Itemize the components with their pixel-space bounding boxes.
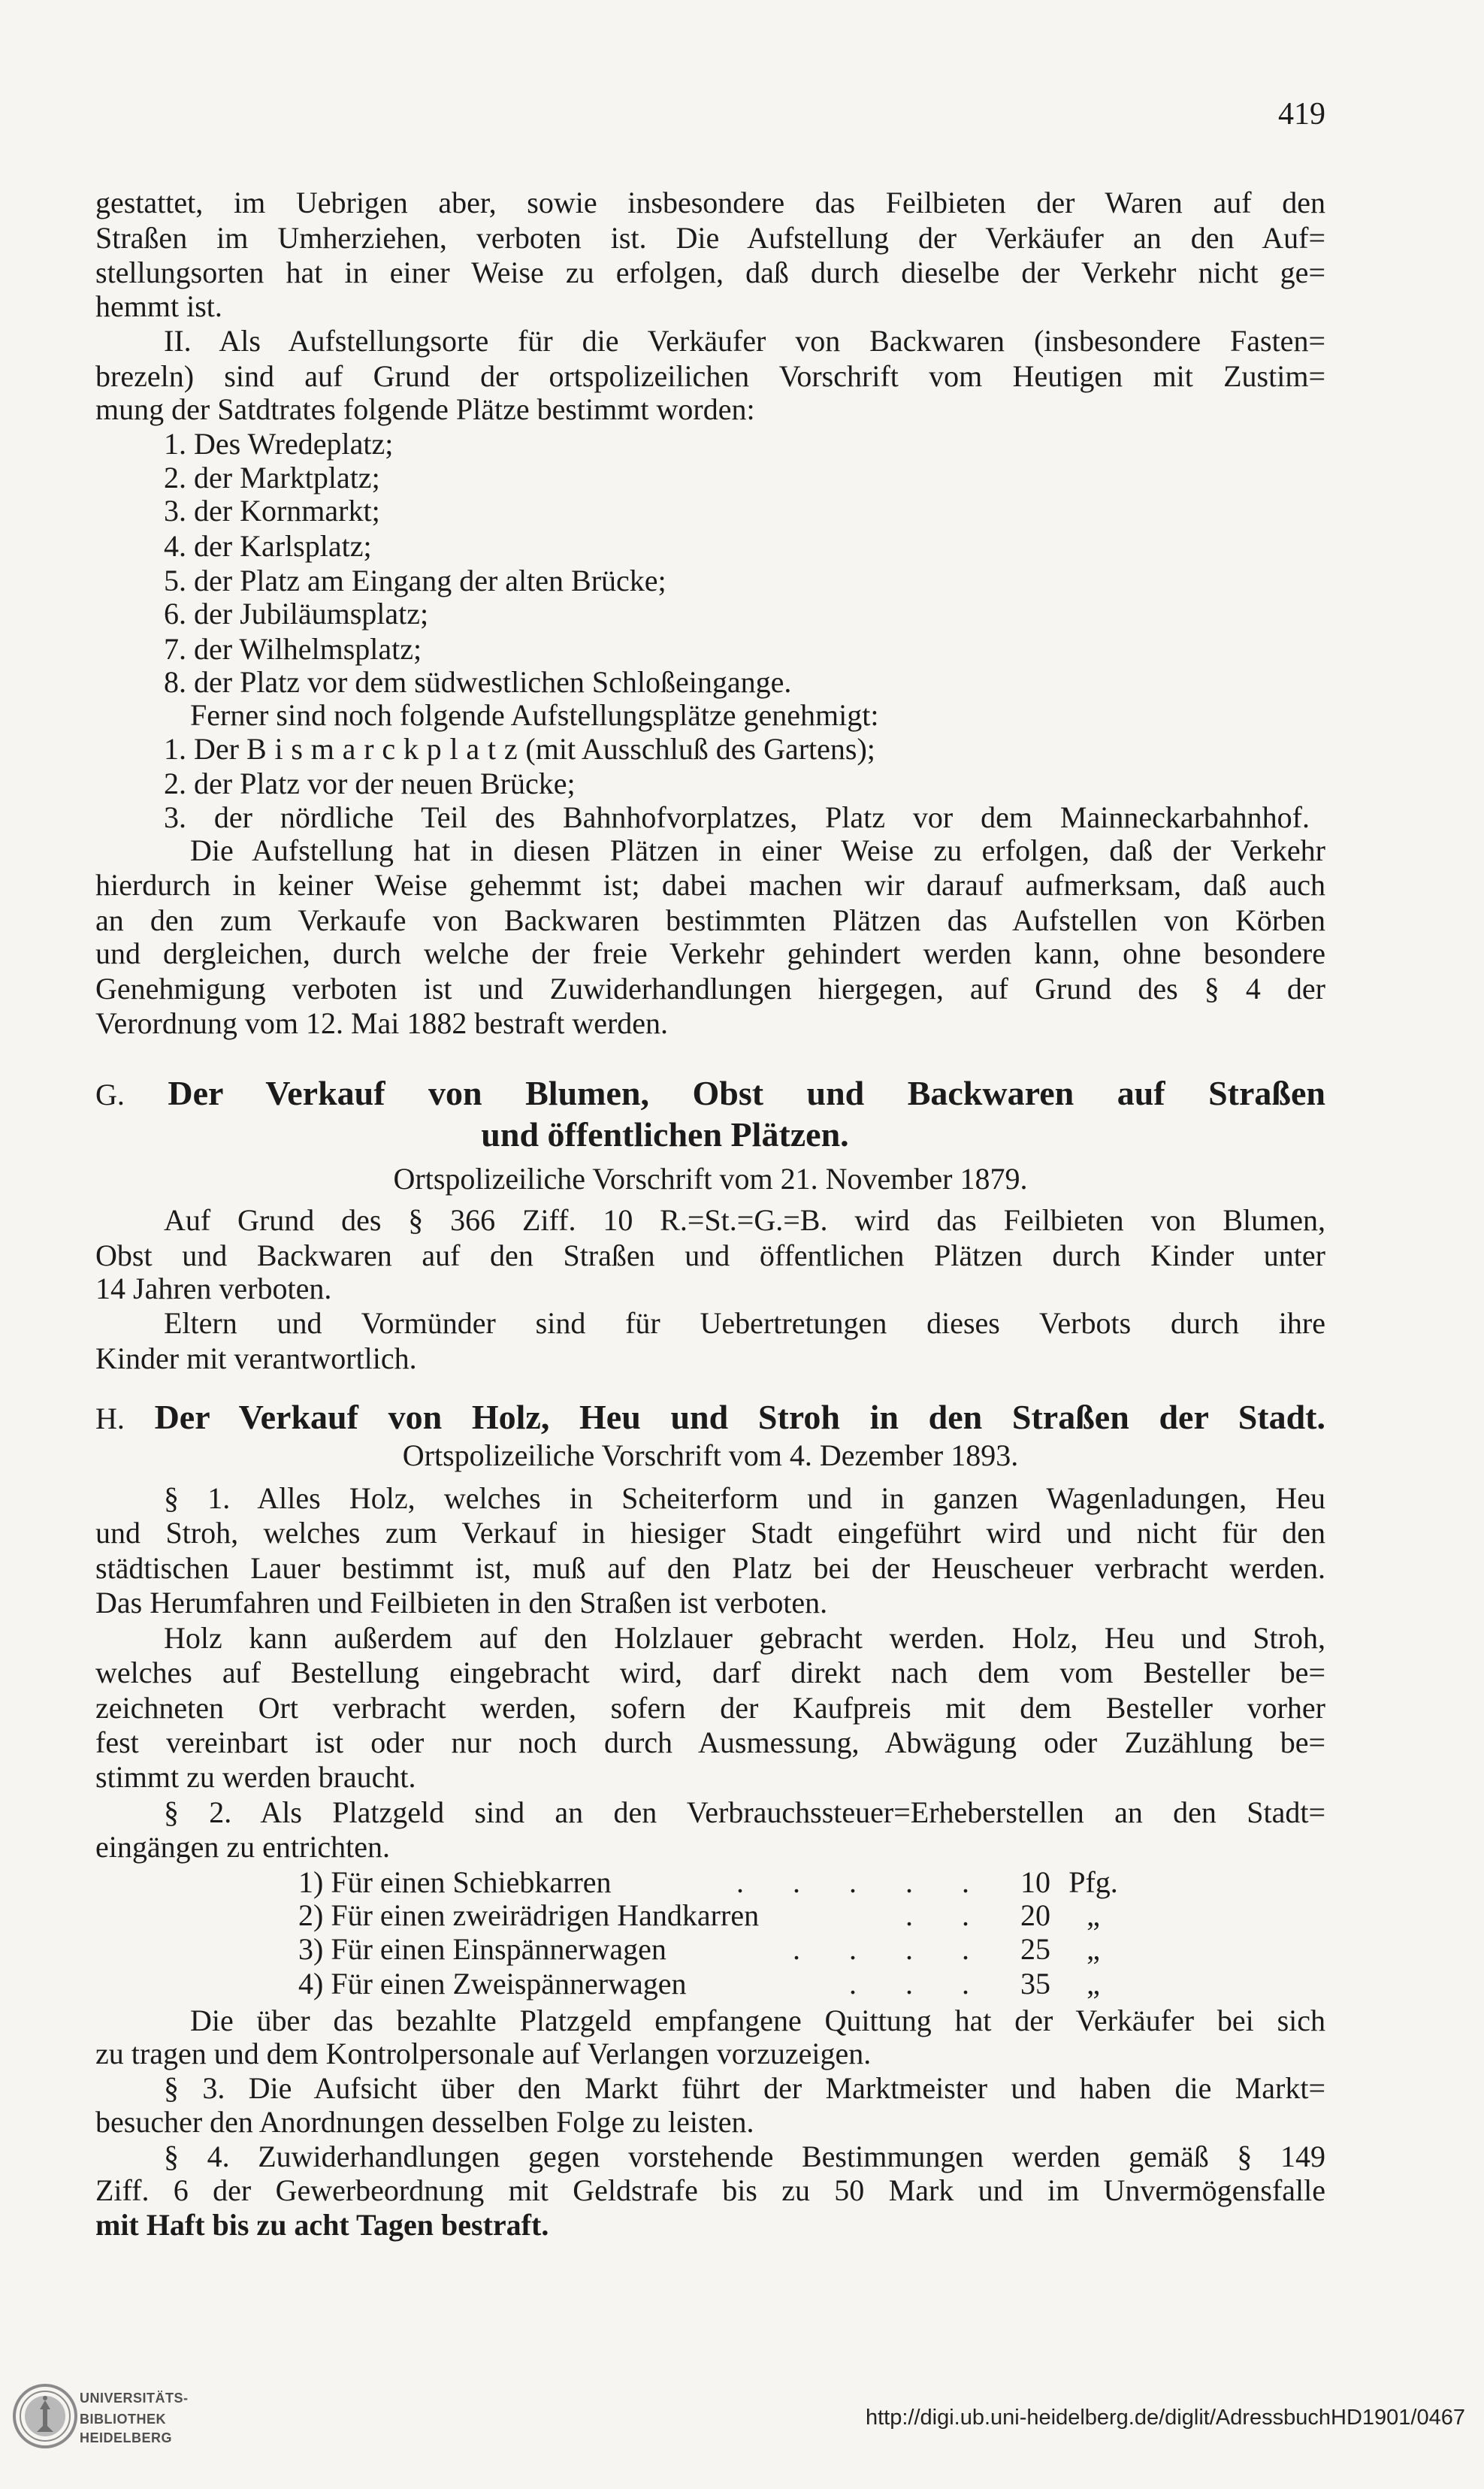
text-line: und Stroh, welches zum Verkauf in hiesiger Stadt eingeführt wird und nicht für den (95, 1516, 1325, 1550)
text-line: Auf Grund des § 366 Ziff. 10 R.=St.=G.=B. wird das Feilbieten von Blumen, (164, 1203, 1325, 1237)
text-line: mung der Satdtrates folgende Plätze bestimmt worden: (95, 392, 755, 426)
fee-label: 3) Für einen Einspännerwagen (298, 1932, 666, 1966)
spaced-place-name: Bismarckplatz (246, 732, 526, 766)
fee-amount: 35 (1020, 1967, 1050, 2001)
list-item: 4. der Karlsplatz; (164, 529, 372, 563)
section-title: Der Verkauf von Blumen, Obst und Backwaren auf Straßen (168, 1074, 1325, 1112)
text-line: gestattet, im Uebrigen aber, sowie insbesondere das Feilbieten der Waren auf den (95, 186, 1325, 219)
section-letter: H. (95, 1402, 125, 1435)
ordinance-line: Ortspolizeiliche Vorschrift vom 21. November 1879. (393, 1162, 1028, 1196)
source-url: http://digi.ub.uni-heidelberg.de/diglit/AdressbuchHD1901/0467 (865, 2406, 1465, 2430)
text-line: zu tragen und dem Kontrolpersonale auf Verlangen vorzuzeigen. (95, 2037, 872, 2070)
list-number: 1. (164, 732, 186, 766)
text-line: § 3. Die Aufsicht über den Markt führt der Marktmeister und haben die Markt= (164, 2071, 1325, 2105)
list-item: 8. der Platz vor dem südwestlichen Schloßeingange. (164, 665, 792, 699)
section-title: Der Verkauf von Holz, Heu und Stroh in den Straßen der Stadt. (154, 1398, 1325, 1436)
text-line: welches auf Bestellung eingebracht wird, darf direkt nach dem vom Besteller be= (95, 1656, 1325, 1689)
text-line: § 1. Alles Holz, welches in Scheiterform und in ganzen Wagenladungen, Heu (164, 1481, 1325, 1515)
text-line: II. Als Aufstellungsorte für die Verkäufer von Backwaren (insbesondere Fasten= (164, 324, 1325, 358)
section-title-continued: und öffentlichen Plätzen. (481, 1115, 849, 1154)
text-line: Ferner sind noch folgende Aufstellungsplätze genehmigt: (190, 698, 879, 732)
list-item: 6. der Jubiläumsplatz; (164, 597, 429, 631)
fee-amount: 10 (1020, 1865, 1050, 1899)
text-line: Straßen im Umherziehen, verboten ist. Die Aufstellung der Verkäufer an den Auf= (95, 221, 1325, 255)
list-item: 2. der Platz vor der neuen Brücke; (164, 767, 576, 800)
ordinance-line: Ortspolizeiliche Vorschrift vom 4. Dezember 1893. (402, 1438, 1019, 1472)
fee-dots: . . . (849, 1967, 969, 2001)
section-heading (95, 1396, 1325, 1438)
text-line: Ziff. 6 der Gewerbeordnung mit Geldstrafe bis zu 50 Mark und im Unvermögensfalle (95, 2173, 1325, 2207)
text-line: § 2. Als Platzgeld sind an den Verbrauchssteuer=Erheberstellen an den Stadt= (164, 1795, 1325, 1829)
text-line: Genehmigung verboten ist und Zuwiderhandlungen hiergegen, auf Grund des § 4 der (95, 972, 1325, 1006)
text-line: zeichneten Ort verbracht werden, sofern der Kaufpreis mit dem Besteller vorher (95, 1691, 1325, 1725)
fee-dots: . . (905, 1898, 969, 1932)
library-name-line: HEIDELBERG (80, 2430, 173, 2445)
list-prefix: Der (194, 732, 239, 766)
section-heading (95, 1072, 1325, 1114)
text-line: hierdurch in keiner Weise gehemmt ist; dabei machen wir darauf aufmerksam, daß auch (95, 868, 1325, 902)
section-letter: G. (95, 1078, 125, 1111)
list-item: 5. der Platz am Eingang der alten Brücke; (164, 564, 666, 597)
list-item (164, 732, 1325, 767)
text-line: stimmt zu werden braucht. (95, 1760, 416, 1794)
text-line: eingängen zu entrichten. (95, 1830, 391, 1864)
fee-label: 1) Für einen Schiebkarren (298, 1865, 612, 1899)
list-item: 2. der Marktplatz; (164, 461, 380, 494)
list-item: 1. Des Wredeplatz; (164, 427, 394, 461)
fee-dots: . . . . (793, 1932, 969, 1966)
text-line: hemmt ist. (95, 289, 222, 323)
fee-amount: 25 (1020, 1932, 1050, 1966)
text-line: Die über das bezahlte Platzgeld empfangene Quittung hat der Verkäufer bei sich (190, 2004, 1325, 2037)
list-suffix: (mit Ausschluß des Gartens); (525, 732, 875, 766)
fee-unit: „ (1087, 1898, 1100, 1932)
fee-unit: „ (1087, 1967, 1100, 2001)
library-name-line: UNIVERSITÄTS- (80, 2391, 189, 2406)
text-line: brezeln) sind auf Grund der ortspolizeilichen Vorschrift vom Heutigen mit Zustim= (95, 359, 1325, 393)
text-line: § 4. Zuwiderhandlungen gegen vorstehende Bestimmungen werden gemäß § 149 (164, 2140, 1325, 2173)
text-line: Das Herumfahren und Feilbieten in den Straßen ist verboten. (95, 1586, 828, 1620)
library-logo (11, 2382, 79, 2450)
text-line: und dergleichen, durch welche der freie Verkehr gehindert werden kann, ohne besondere (95, 936, 1325, 970)
text-line: Eltern und Vormünder sind für Uebertretungen dieses Verbots durch ihre (164, 1306, 1325, 1340)
text-line: an den zum Verkaufe von Backwaren bestimmten Plätzen das Aufstellen von Körben (95, 903, 1325, 937)
list-item: 3. der nördliche Teil des Bahnhofvorplatzes, Platz vor dem Mainneckarbahnhof. (164, 800, 1310, 834)
fee-amount: 20 (1020, 1898, 1050, 1932)
fee-label: 4) Für einen Zweispännerwagen (298, 1967, 687, 2001)
text-line: Verordnung vom 12. Mai 1882 bestraft werden. (95, 1006, 669, 1040)
text-line: fest vereinbart ist oder nur noch durch Ausmessung, Abwägung oder Zuzählung be= (95, 1725, 1325, 1759)
list-item: 3. der Kornmarkt; (164, 494, 380, 528)
list-item: 7. der Wilhelmsplatz; (164, 632, 422, 666)
fee-label: 2) Für einen zweirädrigen Handkarren (298, 1898, 760, 1932)
text-line: mit Haft bis zu acht Tagen bestraft. (95, 2208, 549, 2242)
fee-unit: „ (1087, 1932, 1100, 1966)
page-number: 419 (1278, 97, 1325, 132)
text-line: 14 Jahren verboten. (95, 1272, 332, 1305)
text-line: stellungsorten hat in einer Weise zu erfolgen, daß durch dieselbe der Verkehr nicht ge= (95, 256, 1325, 289)
fee-dots: . . . . . (736, 1865, 969, 1899)
fee-unit: Pfg. (1068, 1865, 1118, 1899)
text-line: besucher den Anordnungen desselben Folge zu leisten. (95, 2105, 754, 2139)
text-line: Obst und Backwaren auf den Straßen und öffentlichen Plätzen durch Kinder unter (95, 1238, 1325, 1272)
library-name-line: BIBLIOTHEK (80, 2412, 166, 2427)
text-line: städtischen Lauer bestimmt ist, muß auf den Platz bei der Heuscheuer verbracht werden. (95, 1551, 1325, 1585)
text-line: Holz kann außerdem auf den Holzlauer gebracht werden. Holz, Heu und Stroh, (164, 1621, 1325, 1655)
text-line: Die Aufstellung hat in diesen Plätzen in einer Weise zu erfolgen, daß der Verkehr (190, 833, 1325, 867)
text-line: Kinder mit verantwortlich. (95, 1341, 417, 1375)
